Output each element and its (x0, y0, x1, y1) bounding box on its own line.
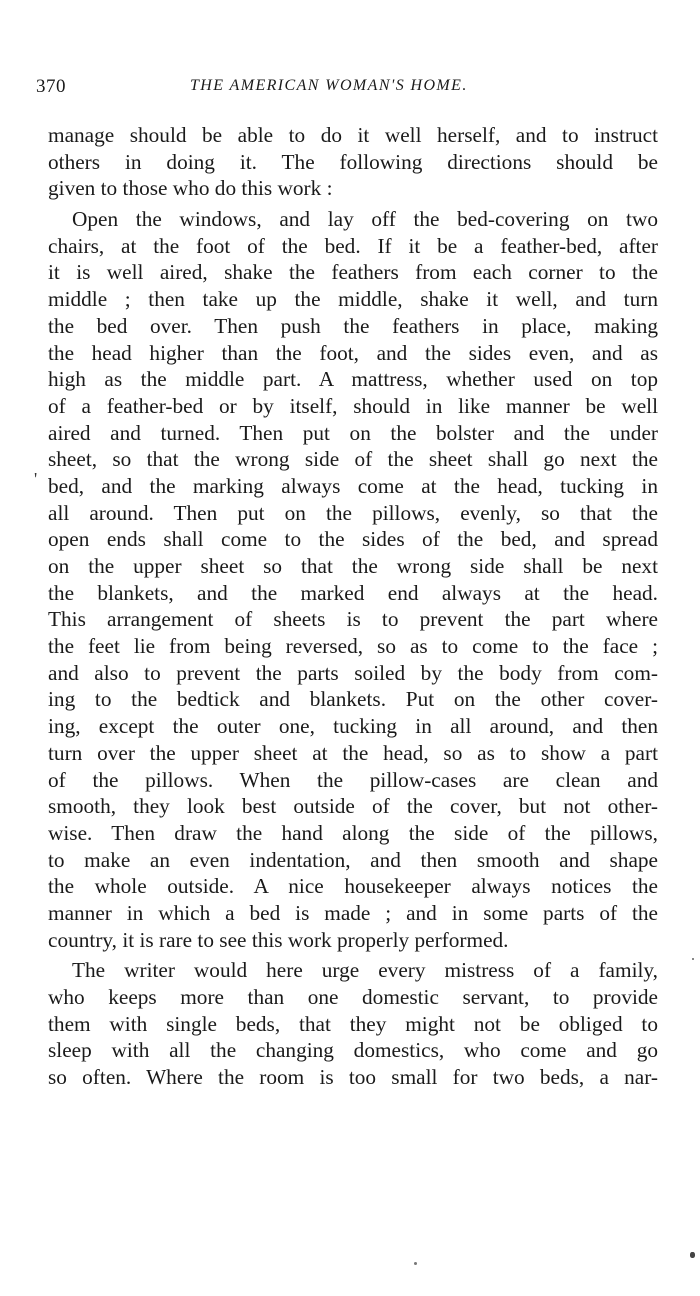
text-line: them with single beds, that they might not be obliged to (48, 1011, 658, 1036)
text-line: sleep with all the changing domestics, who come and go (48, 1038, 658, 1063)
ink-speck (414, 1262, 417, 1265)
ink-speck (692, 958, 694, 960)
text-line: the bed over. Then push the feathers in place, making (48, 313, 658, 338)
text-line: the blankets, and the marked end always at the head. (48, 580, 658, 605)
ink-speck (690, 1252, 695, 1258)
text-line: on the upper sheet so that the wrong side shall be next (48, 554, 658, 578)
text-line (48, 206, 658, 233)
text-line-content: Open the windows, and lay off the bed-covering on two (72, 207, 658, 232)
page-header (36, 76, 656, 100)
text-line: it is well aired, shake the feathers from each corner to the (48, 260, 658, 285)
text-line: of a feather-bed or by itself, should in like manner be well (48, 393, 658, 418)
text-line: open ends shall come to the sides of the bed, and spread (48, 527, 658, 552)
running-head: THE AMERICAN WOMAN'S HOME. (190, 77, 468, 94)
margin-mark: ' (34, 469, 38, 489)
text-line: manner in which a bed is made ; and in some parts of the (48, 900, 658, 925)
text-line: smooth, they look best outside of the cover, but not other- (48, 794, 658, 819)
text-line: so often. Where the room is too small for two beds, a nar- (48, 1065, 658, 1090)
text-line (48, 957, 658, 984)
text-line: ing to the bedtick and blankets. Put on the other cover- (48, 687, 658, 712)
paragraph (48, 957, 658, 1090)
text-line: the feet lie from being reversed, so as to come to the face ; (48, 634, 658, 659)
text-line: This arrangement of sheets is to prevent the part where (48, 607, 658, 632)
text-line: wise. Then draw the hand along the side of the pillows, (48, 820, 658, 845)
text-line: country, it is rare to see this work properly performed. (48, 927, 509, 952)
text-line: high as the middle part. A mattress, whether used on top (48, 367, 658, 392)
text-line: of the pillows. When the pillow-cases are clean and (48, 767, 658, 792)
paragraph (48, 122, 658, 202)
text-line: bed, and the marking always come at the head, tucking in (48, 473, 658, 498)
text-line: ing, except the outer one, tucking in all around, and then (48, 714, 658, 739)
text-line: aired and turned. Then put on the bolster and the under (48, 420, 658, 445)
text-line-content: The writer would here urge every mistress of a family, (72, 958, 658, 983)
text-line: and also to prevent the parts soiled by the body from com- (48, 660, 658, 685)
text-line: others in doing it. The following directions should be (48, 149, 658, 174)
page-number: 370 (36, 76, 66, 97)
text-line: chairs, at the foot of the bed. If it be a feather-bed, after (48, 233, 658, 258)
text-line: middle ; then take up the middle, shake it well, and turn (48, 287, 658, 312)
text-line: all around. Then put on the pillows, evenly, so that the (48, 500, 658, 525)
text-line: the whole outside. A nice housekeeper always notices the (48, 874, 658, 899)
text-line: who keeps more than one domestic servant, to provide (48, 985, 658, 1009)
body-text (48, 122, 658, 1091)
paragraph (48, 206, 658, 953)
text-line: turn over the upper sheet at the head, so as to show a part (48, 740, 658, 765)
text-line: sheet, so that the wrong side of the sheet shall go next the (48, 447, 658, 472)
text-line: manage should be able to do it well herself, and to instruct (48, 123, 658, 147)
text-line: to make an even indentation, and then smooth and shape (48, 847, 658, 872)
text-line: given to those who do this work : (48, 176, 333, 201)
text-line: the head higher than the foot, and the sides even, and as (48, 340, 658, 365)
